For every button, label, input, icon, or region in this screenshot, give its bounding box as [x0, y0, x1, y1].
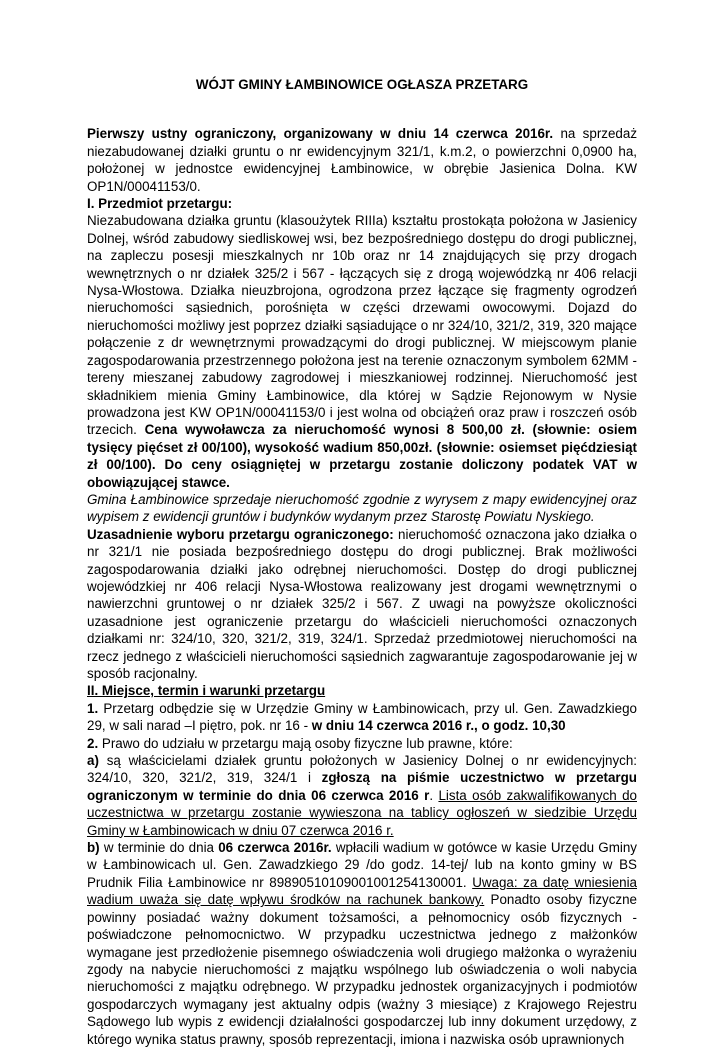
section1-heading: I. Przedmiot przetargu: [87, 196, 233, 212]
point-1-number: 1. [87, 700, 99, 716]
announcement-title: WÓJT GMINY ŁAMBINOWICE OGŁASZA PRZETARG [195, 77, 529, 92]
justification-text: nieruchomość oznaczona jako działka o nr 321/1 nie posiada bezpośredniego dostępu do drogi publicznej. Brak możliwości zagospodarowania działki jako odrębnej nieruchomości. Dostęp do drogi publicznej wojewódzkiej nr 406 relacji Nysa-Włostowa realizowany jest drogami wewnętrznymi o nawierzchni gruntowej o nr działek 325/2 i 567. Z uwagi na powyższe okoliczności uzasadnione jest ograniczenie przetargu do właścicieli nieruchomości oznaczonych działkami nr: 324/10, 320, 321/2, 319, 324/1. Sprzedaż przedmiotowej nieruchomości na rzecz jednego z właścicieli nieruchomości sąsiednich zagwarantuje zagospodarowanie jej w sposób racjonalny. [87, 526, 637, 681]
intro-paragraph [87, 125, 637, 195]
point-1-text: Przetarg odbędzie się w Urzędzie Gminy w Łambinowicach, przy ul. Gen. Zawadzkiego 29, w sali narad –I piętro, pok. nr 16 - [87, 700, 637, 734]
point-a-label: a) [87, 753, 99, 769]
point-b-text-1: w terminie do dnia [99, 840, 219, 856]
section1-paragraph [87, 212, 637, 491]
point-a-text: są właścicielami działek gruntu położonych w Jasienicy Dolnej o nr ewidencyjnych: 324/10, 320, 321/2, 319, 324/1 i [87, 753, 637, 786]
point-a [87, 752, 637, 839]
section1-note: Gmina Łambinowice sprzedaje nieruchomość zgodnie z wyrysem z mapy ewidencyjnej oraz wypisem z ewidencji gruntów i budynków wydanym przez Starostę Powiatu Nyskiego. [87, 491, 637, 525]
section1-text: Niezabudowana działka gruntu (klasoużytek RIIIa) kształtu prostokąta położona w Jasienicy Dolnej, wśród zabudowy siedliskowej wsi, bez bezpośredniego dostępu do drogi publicznej, na zapleczu posesji mieszkalnych nr 10b oraz nr 14 znajdujących się przy drogach wewnętrznych o nr działek 325/2 i 567 - łączących się z drogą wojewódzką nr 406 relacji Nysa-Włostowa. Działka nieuzbrojona, ogrodzona przez łączące się fragmenty ogrodzeń nieruchomości sąsiednich, porośnięta w części drzewami owocowymi. Dojazd do nieruchomości możliwy jest poprzez działki sąsiadujące o nr 324/10, 321/2, 319, 320 mające połączenie z dr wewnętrznymi prowadzącymi do drogi publicznej. W miejscowym planie zagospodarowania przestrzennego położona jest na terenie oznaczonym symbolem 62MM - tereny mieszanej zabudowy zagrodowej i mieszkaniowej rodzinnej. Nieruchomość jest składnikiem mienia Gminy Łambinowice, dla której w Sądzie Rejonowym w Nysie prowadzona jest KW OP1N/00041153/0 i jest wolna od obciążeń oraz praw i roszczeń osób trzecich. [87, 213, 637, 438]
point-2 [87, 735, 637, 752]
point-1-date: w dniu 14 czerwca 2016 r., o godz. 10,30 [311, 718, 566, 734]
point-a-dot: . [429, 787, 439, 803]
point-b-text-2: wpłacili wadium w gotówce w kasie Urzędu Gminy w Łambinowicach ul. Gen. Zawadzkiego 29 /do godz. 14-tej/ lub na konto gminy w BS Prudnik Filia Łambinowice nr 89890510109001001254130001. [87, 840, 637, 890]
point-b-text-3: Ponadto osoby fizyczne powinny posiadać ważny dokument tożsamości, a pełnomocnicy osób fizycznych - poświadczone pełnomocnictwo. W przypadku uczestnictwa jednego z małżonków wymagane jest przedłożenie pisemnego oświadczenia woli drugiego małżonka o wyrażeniu zgody na nabycie nieruchomości z majątku wspólnego lub oświadczenia o woli nabycia nieruchomości z majątku odrębnego. W przypadku jednostek organizacyjnych i podmiotów gospodarczych wymagany jest aktualny odpis (ważny 3 miesiące) z Krajowego Rejestru Sądowego lub wypis z ewidencji działalności gospodarczej lub inny dokument urzędowy, z którego wynika status prawny, sposób reprezentacji, imiona i nazwiska osób uprawnionych [87, 892, 637, 1047]
point-a-deadline: zgłoszą na piśmie uczestnictwo w przetargu ograniczonym w terminie do dnia 06 czerwca 2016 r [87, 770, 637, 803]
point-b-label: b) [87, 840, 100, 856]
point-b [87, 839, 637, 1048]
intro-lead: Pierwszy ustny ograniczony, organizowany w dniu 14 czerwca 2016r. [87, 126, 554, 142]
point-b-warning: Uwaga: za datę wniesienia wadium uważa się datę wpływu środków na rachunek bankowy. [87, 874, 638, 908]
point-2-text: Prawo do udziału w przetargu mają osoby fizyczne lub prawne, które: [98, 735, 513, 751]
intro-text: na sprzedaż niezabudowanej działki gruntu o nr ewidencyjnym 321/1, k.m.2, o powierzchni 0,0900 ha, położonej w jednostce ewidencyjnej Łambinowice, w obrębie Jasienica Dolna. KW OP1N/00041153/0. [87, 126, 638, 194]
price-text: Cena wywoławcza za nieruchomość wynosi 8 500,00 zł. (słownie: osiem tysięcy pięćset zł 00/100), wysokość wadium 850,00zł. (słownie: osiemset pięćdziesiąt zł 00/100). Do ceny osiągniętej w przetargu zostanie doliczony podatek VAT w obowiązującej stawce. [87, 422, 638, 490]
section2-heading: II. Miejsce, termin i warunki przetargu [87, 683, 326, 699]
justification-paragraph [87, 526, 637, 683]
justification-label: Uzasadnienie wyboru przetargu ograniczonego: [87, 526, 394, 542]
point-2-number: 2. [87, 735, 99, 751]
point-a-list-notice: Lista osób zakwalifikowanych do uczestnictwa w przetargu zostanie wywieszona na tablicy ogłoszeń w siedzibie Urzędu Gminy w Łambinowicach w dniu 07 czerwca 2016 r. [87, 787, 637, 838]
point-b-deadline: 06 czerwca 2016r. [218, 840, 332, 856]
point-1 [87, 700, 637, 735]
